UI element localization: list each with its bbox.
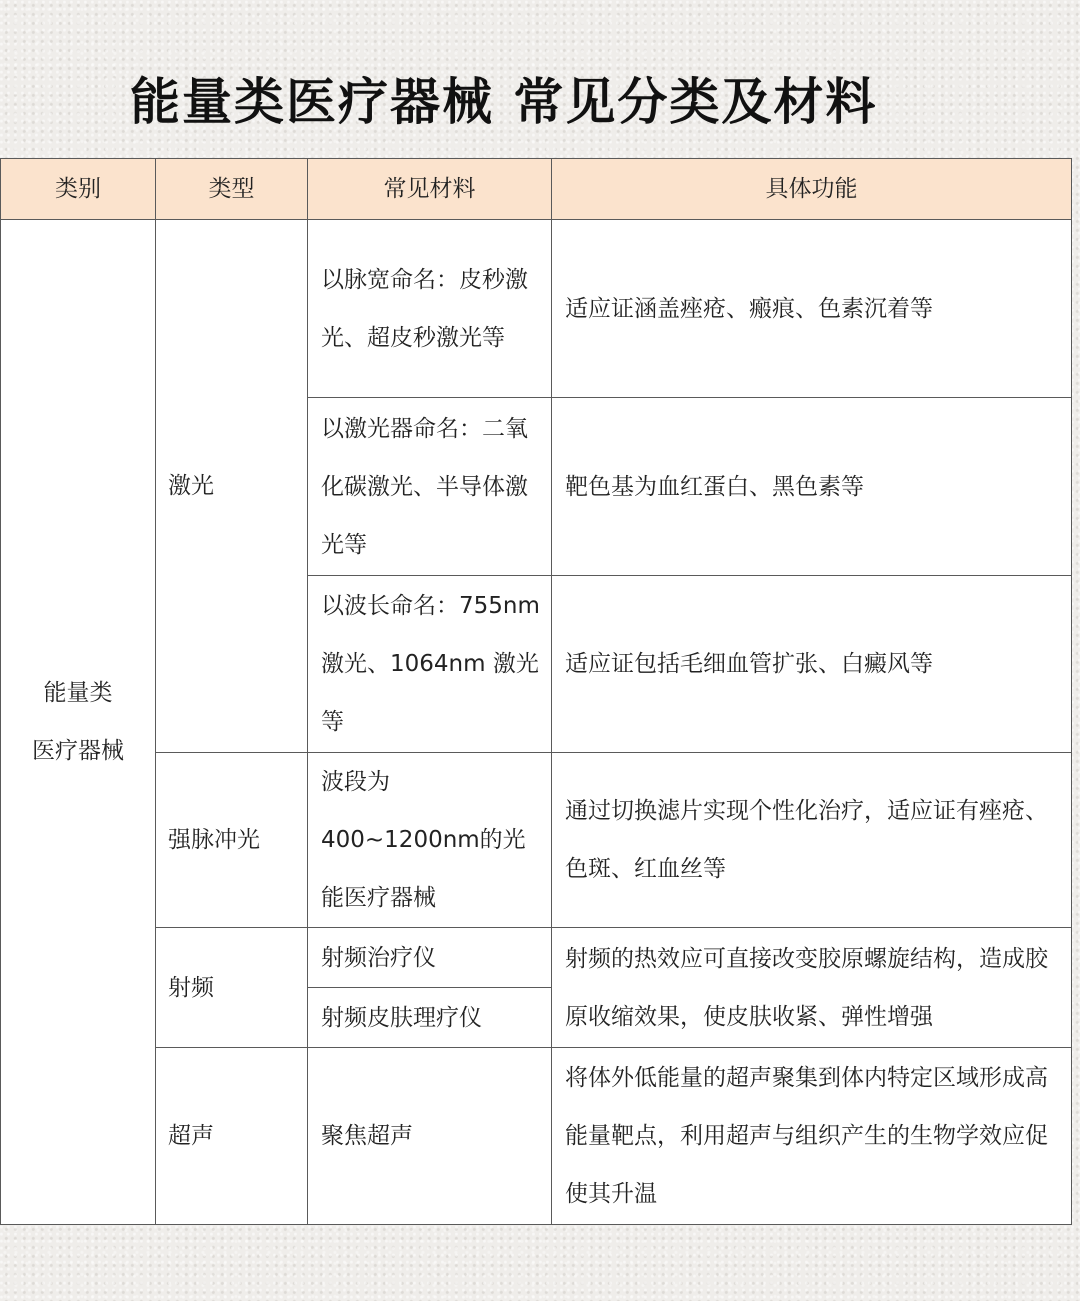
- material-cell: 射频皮肤理疗仪: [308, 988, 552, 1048]
- header-function: 具体功能: [552, 159, 1072, 220]
- function-cell: 靶色基为血红蛋白、黑色素等: [552, 398, 1072, 576]
- page-title: 能量类医疗器械 常见分类及材料: [130, 73, 878, 131]
- type-rf: 射频: [156, 928, 308, 1048]
- material-cell: 以波长命名：755nm激光、1064nm 激光等: [308, 576, 552, 753]
- function-cell: 适应证涵盖痤疮、瘢痕、色素沉着等: [552, 220, 1072, 398]
- header-category: 类别: [1, 159, 156, 220]
- material-cell: 波段为400~1200nm的光能医疗器械: [308, 753, 552, 928]
- table-row: [1, 1048, 1072, 1225]
- header-material: 常见材料: [308, 159, 552, 220]
- function-cell: 通过切换滤片实现个性化治疗，适应证有痤疮、色斑、红血丝等: [552, 753, 1072, 928]
- header-type: 类型: [156, 159, 308, 220]
- function-cell: 适应证包括毛细血管扩张、白癜风等: [552, 576, 1072, 753]
- category-label-line2: 医疗器械: [32, 738, 124, 764]
- table-header-row: [1, 159, 1072, 220]
- type-laser: 激光: [156, 220, 308, 753]
- category-label-line1: 能量类: [43, 680, 113, 706]
- material-cell: 射频治疗仪: [308, 928, 552, 988]
- table-row: [1, 753, 1072, 928]
- type-ultrasound: 超声: [156, 1048, 308, 1225]
- table-row: [1, 220, 1072, 398]
- function-cell: 射频的热效应可直接改变胶原螺旋结构，造成胶原收缩效果，使皮肤收紧、弹性增强: [552, 928, 1072, 1048]
- function-cell: 将体外低能量的超声聚集到体内特定区域形成高能量靶点，利用超声与组织产生的生物学效应促使其升温: [552, 1048, 1072, 1225]
- type-ipl: 强脉冲光: [156, 753, 308, 928]
- material-cell: 以激光器命名：二氧化碳激光、半导体激光等: [308, 398, 552, 576]
- category-cell: [1, 220, 156, 1225]
- table-row: [1, 928, 1072, 988]
- device-table: [0, 158, 1072, 1225]
- material-cell: 聚焦超声: [308, 1048, 552, 1225]
- material-cell: 以脉宽命名：皮秒激光、超皮秒激光等: [308, 220, 552, 398]
